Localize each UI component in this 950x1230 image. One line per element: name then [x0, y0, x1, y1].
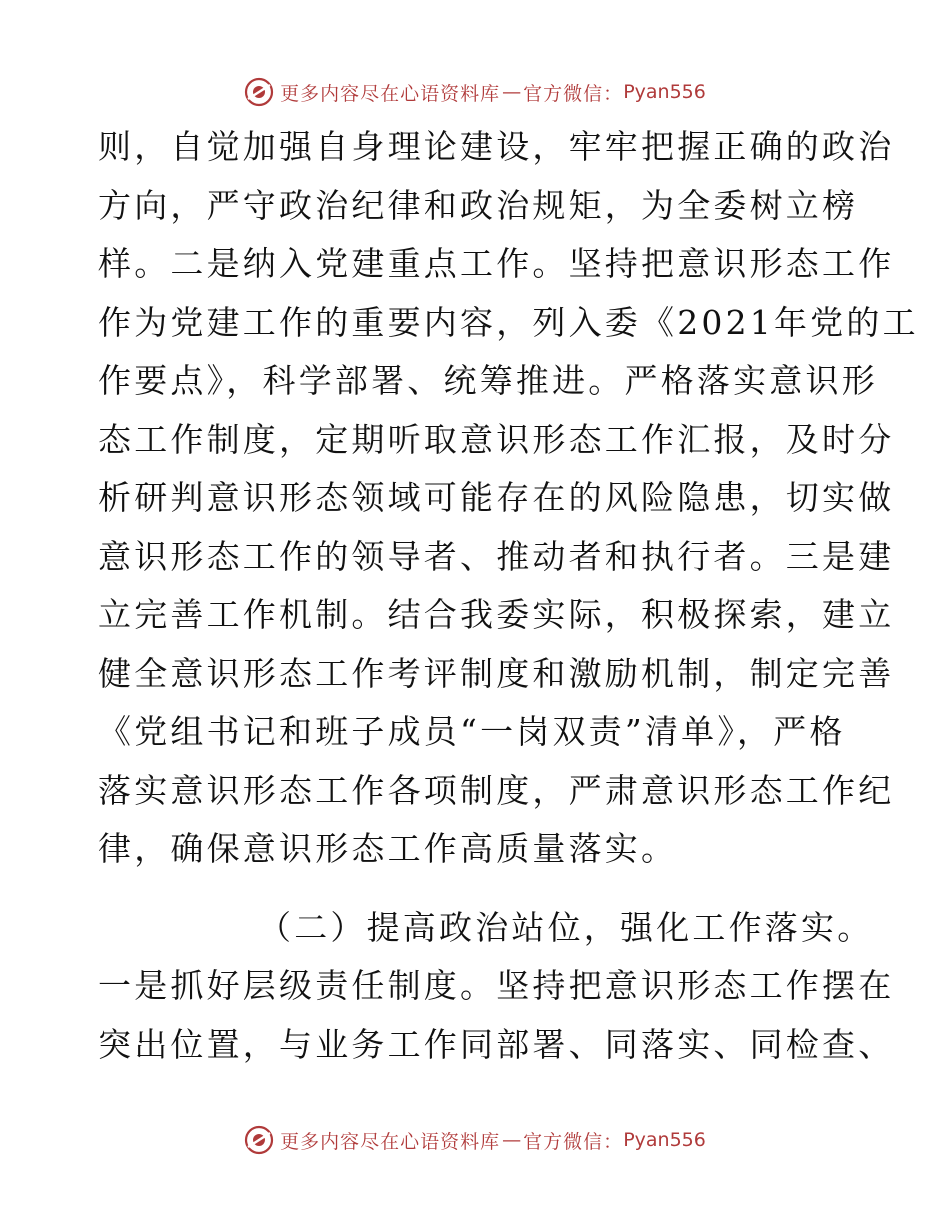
text-line: 《党组书记和班子成员“一岗双责”清单》，严格 [98, 712, 846, 751]
text-line: 一是抓好层级责任制度。坚持把意识形态工作摆在 [98, 966, 895, 1005]
watermark-account-id: Pyan556 [623, 1129, 706, 1151]
text-line: 态工作制度，定期听取意识形态工作汇报，及时分 [98, 419, 895, 459]
logo-icon [244, 1125, 274, 1155]
watermark-text: 更多内容尽在心语资料库 [280, 82, 501, 105]
text-line: 健全意识形态工作考评制度和激励机制，制定完善 [98, 653, 895, 693]
text-line: 则，自觉加强自身理论建设，牢牢把握正确的政治 [98, 127, 895, 166]
text-line: 作为党建工作的重要内容，列入委《2021年党的工 [98, 302, 919, 342]
text-line: 析研判意识形态领域可能存在的风险隐患，切实做 [98, 478, 895, 517]
watermark-account-label: 官方微信： [523, 82, 624, 105]
paragraph-2 [98, 957, 895, 1074]
watermark-separator: — [502, 81, 522, 103]
watermark-account-id: Pyan556 [623, 81, 706, 103]
text-line: 意识形态工作的领导者、推动者和执行者。三是建 [98, 536, 895, 576]
watermark-footer [0, 1120, 950, 1160]
text-line: 律，确保意识形态工作高质量落实。 [98, 829, 678, 868]
text-line: 立完善工作机制。结合我委实际，积极探索，建立 [98, 595, 895, 634]
text-line: 落实意识形态工作各项制度，严肃意识形态工作纪 [98, 770, 895, 810]
watermark-header [0, 72, 950, 112]
section-heading: （二）提高政治站位，强化工作落实。 [258, 907, 874, 947]
watermark-separator: — [502, 1129, 522, 1151]
text-line: 方向，严守政治纪律和政治规矩，为全委树立榜 [98, 185, 859, 225]
text-line: 突出位置，与业务工作同部署、同落实、同检查、 [98, 1024, 895, 1064]
document-body [98, 118, 919, 1074]
paragraph-1 [98, 118, 919, 879]
text-line: 作要点》，科学部署、统筹推进。严格落实意识形 [98, 361, 878, 400]
text-line: 样。二是纳入党建重点工作。坚持把意识形态工作 [98, 244, 895, 283]
watermark-account-label: 官方微信： [523, 1130, 624, 1153]
watermark-text: 更多内容尽在心语资料库 [280, 1130, 501, 1153]
logo-icon [244, 77, 274, 107]
